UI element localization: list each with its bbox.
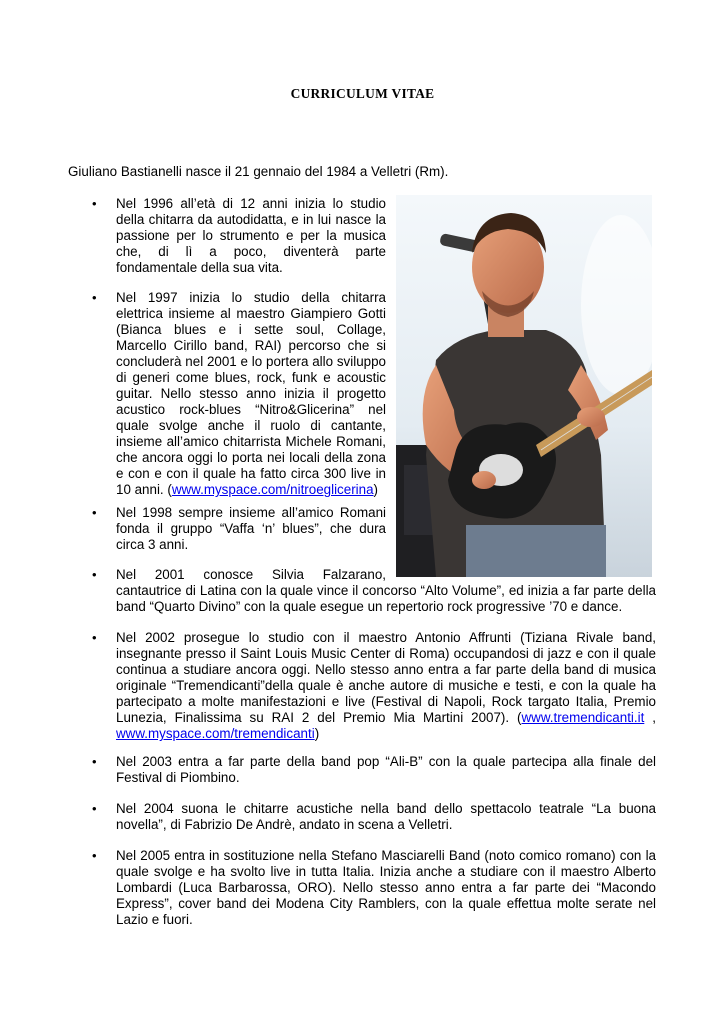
bullet-5: • xyxy=(92,630,97,645)
bullet-4: • xyxy=(92,567,97,582)
cv-item-1998: Nel 1998 sempre insieme all’amico Romani fonda il gruppo “Vaffa ‘n’ blues”, che dura circa 3 anni. xyxy=(116,505,386,552)
bullet-2: • xyxy=(92,290,97,305)
cv-item-2005: Nel 2005 entra in sostituzione nella Stefano Masciarelli Band (noto comico romano) con la quale svolge e ha svolto live in tutta Italia. Inizia anche a studiare con il maestro Alberto Lombardi (Luca Barbarossa, ORO). Nello stesso anno entra a far parte dei “Macondo Express”, cover band dei Modena City Ramblers, con la quale effettua molte serate nel Lazio e fuori. xyxy=(116,848,656,927)
link-nitroeglicerina[interactable]: www.myspace.com/nitroeglicerina xyxy=(171,482,374,497)
cv-item-2003: Nel 2003 entra a far parte della band pop “Ali-B” con la quale partecipa alla finale del Festival di Piombino. xyxy=(116,754,656,785)
cv-item-1996: Nel 1996 all’età di 12 anni inizia lo studio della chitarra da autodidatta, e in lui nasce la passione per lo strumento e per la musica che, di lì a poco, diventerà parte fondamentale della sua vita. xyxy=(116,196,386,275)
cv-item-2004: Nel 2004 suona le chitarre acustiche nella band dello spettacolo teatrale “La buona novella”, di Fabrizio De Andrè, andato in scena a Velletri. xyxy=(116,801,656,832)
bullet-1: • xyxy=(92,196,97,211)
cv-item-2002 xyxy=(116,630,656,742)
cv-item-2002-close: ) xyxy=(314,726,320,741)
guitarist-photo xyxy=(396,195,652,577)
bullet-6: • xyxy=(92,754,97,769)
bullet-3: • xyxy=(92,505,97,520)
guitarist-illustration xyxy=(396,195,652,577)
link-myspace-tremendicanti[interactable]: www.myspace.com/tremendicanti xyxy=(116,726,315,741)
cv-item-2002-sep: , xyxy=(644,710,656,725)
cv-item-2002-text: Nel 2002 prosegue lo studio con il maestro Antonio Affrunti (Tiziana Rivale band, insegnante presso il Saint Louis Music Center di Roma) occupandosi di jazz e con il quale continua a studiare ancora oggi. Nello stesso anno entra a far parte della band di musica originale “Tremendicanti”della quale è anche autore di musiche e testi, e con la quale ha partecipato a molte manifestazioni e live (Festival di Napoli, Rock targato Italia, Premio Lunezia, Finalissima su RAI 2 del Premio Mia Martini 2007). ( xyxy=(116,630,656,725)
cv-item-2001-line1: Nel 2001 conosce Silvia Falzarano, xyxy=(116,567,386,582)
cv-item-1997-text: Nel 1997 inizia lo studio della chitarra elettrica insieme al maestro Giampiero Gotti (Bianca blues e i sette soul, Collage, Marcello Cirillo band, RAI) percorso che si concluderà nel 2001 e lo portera allo sviluppo di generi come blues, rock, funk e acoustic guitar. Nello stesso anno inizia il progetto acustico rock-blues “Nitro&Glicerina” nel quale svolge anche il ruolo di cantante, insieme all’amico chitarrista Michele Romani, che ancora oggi lo porta nei locali della zona e con e con il quale ha fatto circa 300 live in 10 anni. ( xyxy=(116,290,386,497)
intro-paragraph: Giuliano Bastianelli nasce il 21 gennaio del 1984 a Velletri (Rm). xyxy=(68,164,449,179)
link-tremendicanti[interactable]: www.tremendicanti.it xyxy=(521,710,645,725)
cv-item-1997-close: ) xyxy=(373,482,378,497)
page-title: CURRICULUM VITAE xyxy=(290,86,435,101)
cv-item-2001: cantautrice di Latina con la quale vince il concorso “Alto Volume”, ed inizia a far parte della band “Quarto Divino” con la quale esegue un repertorio rock progressive ’70 e dance. xyxy=(116,583,656,614)
cv-item-1997 xyxy=(116,290,386,498)
bullet-7: • xyxy=(92,801,97,816)
bullet-8: • xyxy=(92,848,97,863)
